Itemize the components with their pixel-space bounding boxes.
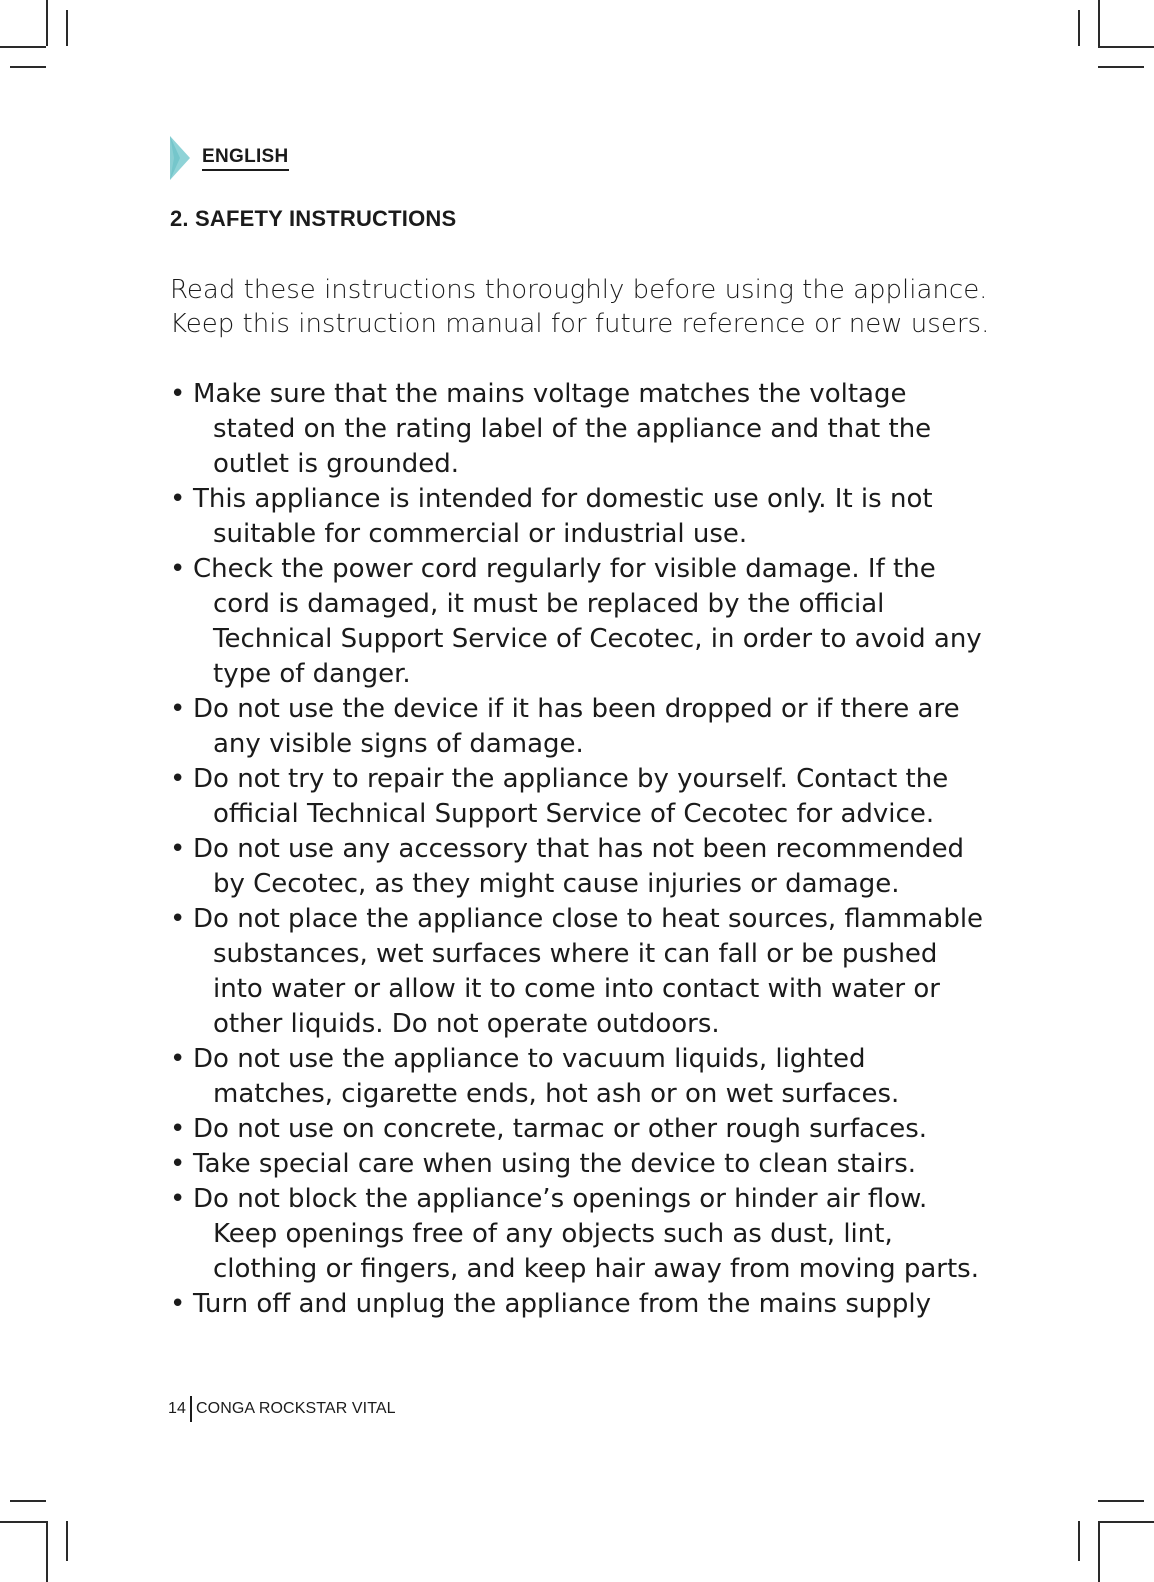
crop-mark bbox=[1098, 0, 1100, 46]
page-footer bbox=[168, 1396, 396, 1422]
intro-paragraph bbox=[170, 273, 1000, 341]
page-number: 14 bbox=[168, 1400, 186, 1417]
crop-mark bbox=[1098, 66, 1144, 68]
bullet: • bbox=[170, 1044, 186, 1074]
list-item bbox=[170, 1287, 988, 1322]
crop-mark bbox=[10, 1500, 46, 1502]
crop-mark bbox=[46, 1521, 48, 1582]
language-header bbox=[168, 136, 289, 180]
list-item bbox=[170, 832, 988, 902]
product-name: CONGA ROCKSTAR VITAL bbox=[196, 1400, 396, 1417]
bullet: • bbox=[170, 554, 186, 584]
bullet: • bbox=[170, 694, 186, 724]
bullet: • bbox=[170, 834, 186, 864]
bullet: • bbox=[170, 1114, 186, 1144]
list-item-text: This appliance is intended for domestic use only. It is not suitable for commercial or industrial use. bbox=[193, 484, 933, 549]
crop-mark bbox=[1078, 1521, 1080, 1561]
language-label: ENGLISH bbox=[202, 146, 289, 171]
list-item bbox=[170, 692, 988, 762]
crop-mark bbox=[0, 1521, 46, 1523]
list-item bbox=[170, 552, 988, 692]
list-item bbox=[170, 1112, 988, 1147]
list-item-text: Check the power cord regularly for visible damage. If the cord is damaged, it must be replaced by the official Technical Support Service of Cecotec, in order to avoid any type of danger. bbox=[193, 554, 982, 689]
bullet: • bbox=[170, 904, 186, 934]
bullet: • bbox=[170, 484, 186, 514]
list-item bbox=[170, 762, 988, 832]
intro-line: Keep this instruction manual for future reference or new users. bbox=[170, 309, 990, 339]
crop-mark bbox=[1098, 1500, 1144, 1502]
bullet: • bbox=[170, 1289, 186, 1319]
crop-mark bbox=[1098, 1521, 1100, 1582]
crop-mark bbox=[1098, 46, 1154, 48]
list-item bbox=[170, 482, 988, 552]
crop-mark bbox=[1098, 1521, 1154, 1523]
crop-mark bbox=[46, 0, 48, 46]
section-title: 2. SAFETY INSTRUCTIONS bbox=[170, 206, 457, 231]
list-item-text: Do not use the device if it has been dropped or if there are any visible signs of damage. bbox=[193, 694, 960, 759]
list-item-text: Do not place the appliance close to heat sources, flammable substances, wet surfaces where it can fall or be pushed into water or allow it to come into contact with water or other liquids. Do not operate outdoors. bbox=[193, 904, 984, 1039]
crop-mark bbox=[0, 46, 46, 48]
crop-mark bbox=[1078, 10, 1080, 46]
list-item bbox=[170, 1147, 988, 1182]
crop-mark bbox=[66, 10, 68, 46]
bullet: • bbox=[170, 1149, 186, 1179]
list-item bbox=[170, 1042, 988, 1112]
bullet: • bbox=[170, 764, 186, 794]
list-item-text: Turn off and unplug the appliance from the mains supply bbox=[193, 1289, 931, 1319]
footer-divider bbox=[190, 1396, 192, 1422]
list-item-text: Do not block the appliance’s openings or hinder air flow. Keep openings free of any objects such as dust, lint, clothing or fingers, and keep hair away from moving parts. bbox=[193, 1184, 979, 1284]
list-item-text: Do not use any accessory that has not been recommended by Cecotec, as they might cause injuries or damage. bbox=[193, 834, 965, 899]
bullet: • bbox=[170, 379, 186, 409]
list-item bbox=[170, 902, 988, 1042]
list-item bbox=[170, 377, 988, 482]
bullet: • bbox=[170, 1184, 186, 1214]
list-item bbox=[170, 1182, 988, 1287]
crop-mark bbox=[10, 66, 46, 68]
list-item-text: Make sure that the mains voltage matches the voltage stated on the rating label of the appliance and that the outlet is grounded. bbox=[193, 379, 932, 479]
list-item-text: Do not use on concrete, tarmac or other rough surfaces. bbox=[193, 1114, 928, 1144]
list-item-text: Take special care when using the device to clean stairs. bbox=[193, 1149, 917, 1179]
safety-instructions-list bbox=[170, 377, 988, 1322]
intro-line: Read these instructions thoroughly before using the appliance. bbox=[170, 275, 988, 305]
list-item-text: Do not use the appliance to vacuum liquids, lighted matches, cigarette ends, hot ash or on wet surfaces. bbox=[193, 1044, 900, 1109]
arrow-chevron-icon bbox=[168, 136, 192, 180]
list-item-text: Do not try to repair the appliance by yourself. Contact the official Technical Support Service of Cecotec for advice. bbox=[193, 764, 949, 829]
crop-mark bbox=[66, 1521, 68, 1561]
